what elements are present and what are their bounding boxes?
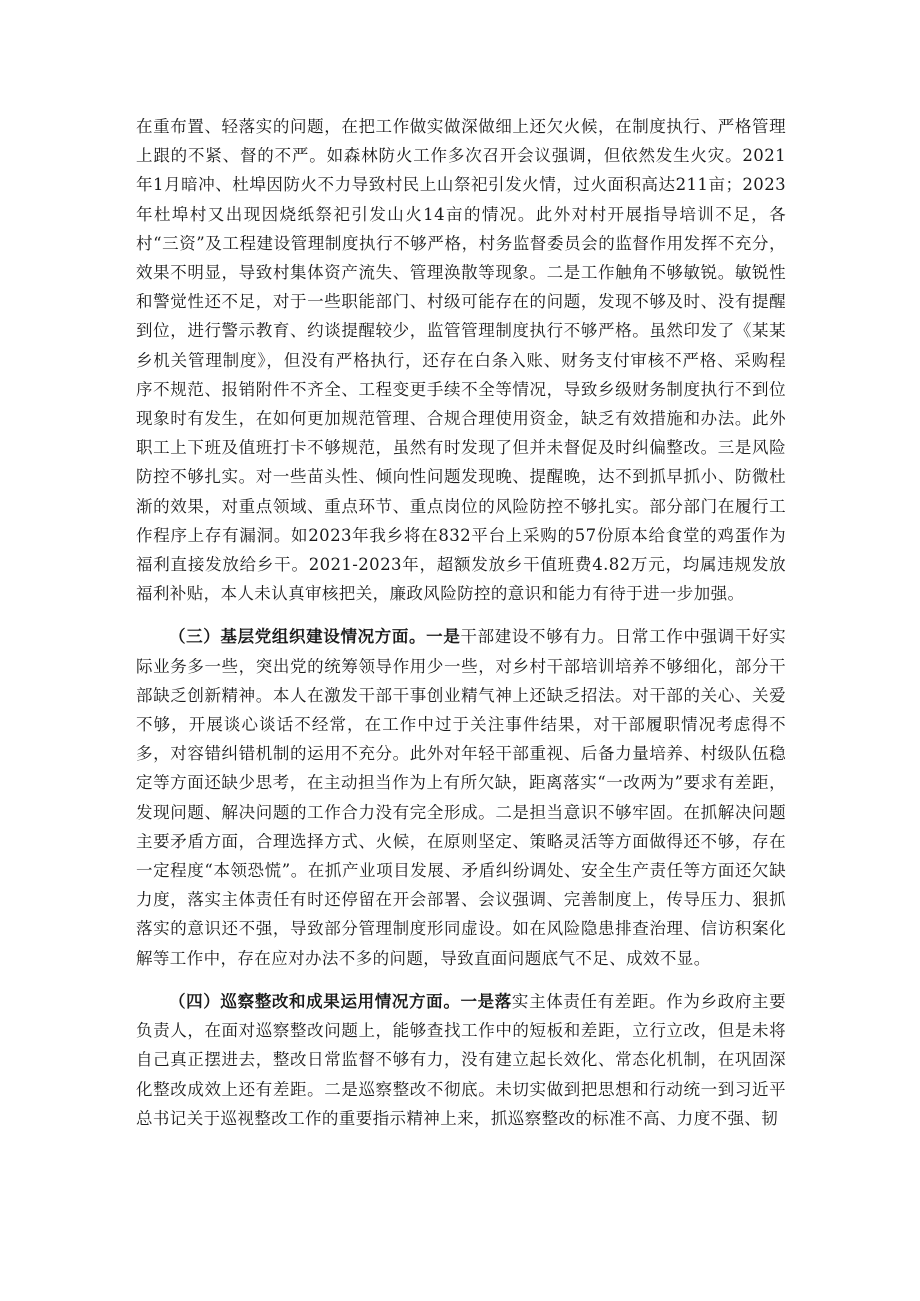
section-heading: （四）巡察整改和成果运用情况方面。一是落: [169, 991, 512, 1011]
section-heading: （三）基层党组织建设情况方面。一是: [169, 627, 461, 647]
document-page: [136, 112, 786, 1147]
paragraph-body: 干部建设不够有力。日常工作中强调干好实际业务多一些，突出党的统筹领导作用少一些，对乡村干部培训培养不够细化，部分干部缺乏创新精神。本人在激发干部干事创业精气神上还缺乏招法。对干部的关心、关爱不够，开展谈心谈话不经常，在工作中过于关注事件结果，对干部履职情况考虑得不多，对容错纠错机制的运用不充分。此外对年轻干部重视、后备力量培养、村级队伍稳定等方面还缺少思考，在主动担当作为上有所欠缺，距离落实“一改两为”要求有差距，发现问题、解决问题的工作合力没有完全形成。二是担当意识不够牢固。在抓解决问题主要矛盾方面，合理选择方式、火候，在原则坚定、策略灵活等方面做得还不够，存在一定程度“本领恐慌”。在抓产业项目发展、矛盾纠纷调处、安全生产责任等方面还欠缺力度，落实主体责任有时还停留在开会部署、会议强调、完善制度上，传导压力、狠抓落实的意识还不强，导致部分管理制度形同虚设。如在风险隐患排查治理、信访积案化解等工作中，存在应对办法不多的问题，导致直面问题底气不足、成效不显。: [136, 627, 786, 968]
paragraph-body: 实主体责任有差距。作为乡政府主要负责人，在面对巡察整改问题上，能够查找工作中的短板和差距，立行立改，但是未将自己真正摆进去，整改日常监督不够有力，没有建立起长效化、常态化机制，在巩固深化整改成效上还有差距。二是巡察整改不彻底。未切实做到把思想和行动统一到习近平总书记关于巡视整改工作的重要指示精神上来，抓巡察整改的标准不高、力度不强、韧: [136, 991, 787, 1128]
paragraph-body: 在重布置、轻落实的问题，在把工作做实做深做细上还欠火候，在制度执行、严格管理上跟的不紧、督的不严。如森林防火工作多次召开会议强调，但依然发生火灾。2021年1月暗冲、杜埠因防火不力导致村民上山祭祀引发火情，过火面积高达211亩；2023年杜埠村又出现因烧纸祭祀引发山火14亩的情况。此外对村开展指导培训不足，各村“三资”及工程建设管理制度执行不够严格，村务监督委员会的监督作用发挥不充分，效果不明显，导致村集体资产流失、管理涣散等现象。二是工作触角不够敏锐。敏锐性和警觉性还不足，对于一些职能部门、村级可能存在的问题，发现不够及时、没有提醒到位，进行警示教育、约谈提醒较少，监管管理制度执行不够严格。虽然印发了《某某乡机关管理制度》，但没有严格执行，还存在白条入账、财务支付审核不严格、采购程序不规范、报销附件不齐全、工程变更手续不全等情况，导致乡级财务制度执行不到位现象时有发生，在如何更加规范管理、合规合理使用资金，缺乏有效措施和办法。此外职工上下班及值班打卡不够规范，虽然有时发现了但并未督促及时纠偏整改。三是风险防控不够扎实。对一些苗头性、倾向性问题发现晚、提醒晚，达不到抓早抓小、防微杜渐的效果，对重点领域、重点环节、重点岗位的风险防控不够扎实。部分部门在履行工作程序上存有漏洞。如2023年我乡将在832平台上采购的57份原本给食堂的鸡蛋作为福利直接发放给乡干。2021-2023年，超额发放乡干值班费4.82万元，均属违规发放福利补贴，本人未认真审核把关，廉政风险防控的意识和能力有待于进一步加强。: [136, 117, 786, 604]
paragraph-continuation: [136, 112, 786, 608]
paragraph-section-four: [136, 987, 786, 1133]
paragraph-section-three: [136, 622, 786, 972]
